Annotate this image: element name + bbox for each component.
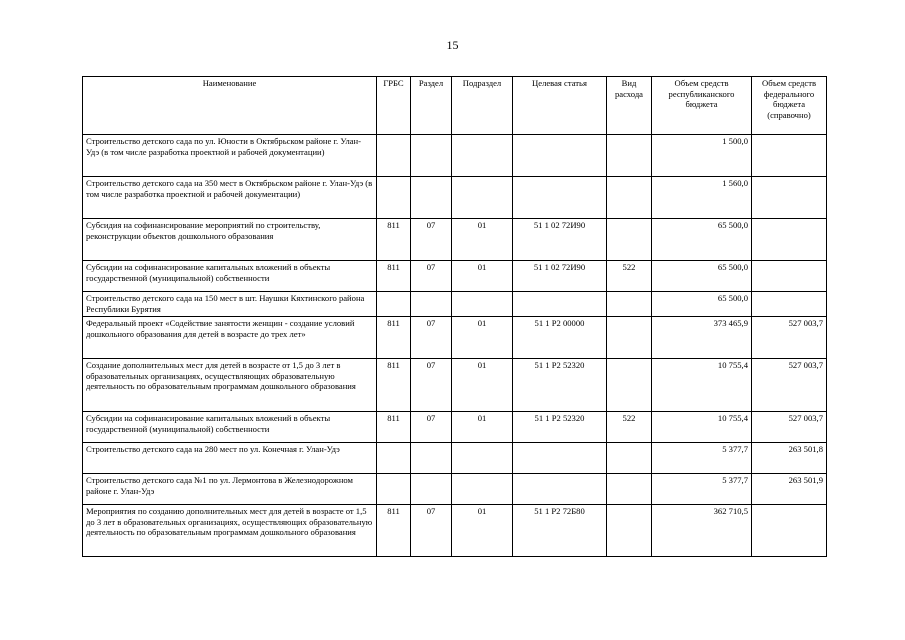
cell-vid-raskhoda (607, 317, 652, 359)
cell-grbs (377, 443, 411, 474)
table-row (83, 443, 827, 474)
header-grbs: ГРБС (377, 77, 411, 135)
cell-razdel: 07 (411, 219, 452, 261)
cell-vid-raskhoda (607, 359, 652, 412)
cell-vid-raskhoda: 522 (607, 412, 652, 443)
cell-vid-raskhoda (607, 505, 652, 557)
table-body (83, 135, 827, 557)
cell-federal-budget (752, 505, 827, 557)
cell-republican-budget: 1 500,0 (652, 135, 752, 177)
header-federal-budget: Объем средств федерального бюджета (справочно) (752, 77, 827, 135)
cell-vid-raskhoda (607, 474, 652, 505)
cell-podrazdel: 01 (452, 412, 513, 443)
cell-federal-budget (752, 177, 827, 219)
table-row (83, 505, 827, 557)
table-row (83, 359, 827, 412)
cell-vid-raskhoda (607, 135, 652, 177)
cell-republican-budget: 373 465,9 (652, 317, 752, 359)
cell-name: Строительство детского сада на 280 мест по ул. Конечная г. Улан-Удэ (83, 443, 377, 474)
table-row (83, 219, 827, 261)
cell-celevaya-statya: 51 1 P2 52320 (513, 359, 607, 412)
cell-podrazdel: 01 (452, 219, 513, 261)
cell-republican-budget: 10 755,4 (652, 359, 752, 412)
cell-republican-budget: 10 755,4 (652, 412, 752, 443)
cell-podrazdel (452, 443, 513, 474)
cell-grbs (377, 474, 411, 505)
cell-razdel: 07 (411, 359, 452, 412)
cell-grbs: 811 (377, 505, 411, 557)
cell-razdel (411, 443, 452, 474)
cell-podrazdel (452, 474, 513, 505)
cell-grbs: 811 (377, 412, 411, 443)
cell-republican-budget: 5 377,7 (652, 443, 752, 474)
cell-podrazdel (452, 177, 513, 219)
header-vid-raskhoda: Вид расхода (607, 77, 652, 135)
cell-razdel: 07 (411, 317, 452, 359)
cell-podrazdel: 01 (452, 261, 513, 292)
cell-republican-budget: 65 500,0 (652, 219, 752, 261)
cell-celevaya-statya (513, 177, 607, 219)
cell-celevaya-statya (513, 292, 607, 317)
cell-federal-budget: 527 003,7 (752, 317, 827, 359)
table-row (83, 177, 827, 219)
table-row (83, 317, 827, 359)
cell-name: Строительство детского сада по ул. Юности в Октябрьском районе г. Улан-Удэ (в том числе разработка проектной и рабочей документации) (83, 135, 377, 177)
cell-celevaya-statya (513, 443, 607, 474)
cell-grbs (377, 177, 411, 219)
cell-celevaya-statya: 51 1 02 72И90 (513, 219, 607, 261)
cell-federal-budget (752, 135, 827, 177)
table-row (83, 135, 827, 177)
cell-razdel (411, 135, 452, 177)
table-row (83, 412, 827, 443)
cell-celevaya-statya: 51 1 02 72И90 (513, 261, 607, 292)
cell-republican-budget: 5 377,7 (652, 474, 752, 505)
table-row (83, 292, 827, 317)
cell-federal-budget (752, 219, 827, 261)
cell-razdel: 07 (411, 412, 452, 443)
page-number: 15 (446, 38, 459, 52)
cell-name: Мероприятия по созданию дополнительных мест для детей в возрасте от 1,5 до 3 лет в образовательных организациях, осуществляющих образовательную деятельность по образовательным программам дошкольного образования (83, 505, 377, 557)
cell-razdel: 07 (411, 505, 452, 557)
cell-name: Субсидия на софинансирование мероприятий по строительству, реконструкции объектов дошкольного образования (83, 219, 377, 261)
cell-razdel: 07 (411, 261, 452, 292)
header-podrazdel: Подраздел (452, 77, 513, 135)
cell-celevaya-statya (513, 474, 607, 505)
cell-grbs (377, 135, 411, 177)
cell-podrazdel (452, 292, 513, 317)
header-name: Наименование (83, 77, 377, 135)
cell-federal-budget: 527 003,7 (752, 412, 827, 443)
cell-podrazdel: 01 (452, 505, 513, 557)
cell-vid-raskhoda (607, 292, 652, 317)
budget-table (82, 76, 827, 557)
cell-razdel (411, 177, 452, 219)
cell-celevaya-statya: 51 1 P2 72Б80 (513, 505, 607, 557)
cell-vid-raskhoda (607, 219, 652, 261)
cell-federal-budget (752, 261, 827, 292)
cell-celevaya-statya: 51 1 P2 52320 (513, 412, 607, 443)
cell-republican-budget: 362 710,5 (652, 505, 752, 557)
cell-federal-budget: 263 501,9 (752, 474, 827, 505)
cell-podrazdel: 01 (452, 317, 513, 359)
header-republican-budget: Объем средств республиканского бюджета (652, 77, 752, 135)
table-row (83, 261, 827, 292)
cell-grbs: 811 (377, 359, 411, 412)
cell-republican-budget: 65 500,0 (652, 261, 752, 292)
cell-federal-budget: 263 501,8 (752, 443, 827, 474)
cell-grbs (377, 292, 411, 317)
header-celevaya-statya: Целевая статья (513, 77, 607, 135)
cell-federal-budget: 527 003,7 (752, 359, 827, 412)
cell-vid-raskhoda: 522 (607, 261, 652, 292)
header-razdel: Раздел (411, 77, 452, 135)
cell-grbs: 811 (377, 261, 411, 292)
cell-vid-raskhoda (607, 177, 652, 219)
cell-vid-raskhoda (607, 443, 652, 474)
cell-razdel (411, 474, 452, 505)
table-header-row (83, 77, 827, 135)
cell-name: Создание дополнительных мест для детей в возрасте от 1,5 до 3 лет в образовательных организациях, осуществляющих образовательную деятельность по образовательным программам дошкольного образования (83, 359, 377, 412)
cell-federal-budget (752, 292, 827, 317)
cell-grbs: 811 (377, 219, 411, 261)
cell-name: Субсидии на софинансирование капитальных вложений в объекты государственной (муниципальной) собственности (83, 261, 377, 292)
cell-name: Федеральный проект «Содействие занятости женщин - создание условий дошкольного образования для детей в возрасте до трех лет» (83, 317, 377, 359)
cell-name: Строительство детского сада на 350 мест в Октябрьском районе г. Улан-Удэ (в том числе разработка проектной и рабочей документации) (83, 177, 377, 219)
cell-podrazdel (452, 135, 513, 177)
cell-name: Строительство детского сада №1 по ул. Лермонтова в Железнодорожном районе г. Улан-Удэ (83, 474, 377, 505)
cell-podrazdel: 01 (452, 359, 513, 412)
cell-celevaya-statya (513, 135, 607, 177)
cell-name: Субсидии на софинансирование капитальных вложений в объекты государственной (муниципальной) собственности (83, 412, 377, 443)
cell-razdel (411, 292, 452, 317)
cell-name: Строительство детского сада на 150 мест в шт. Наушки Кяхтинского района Республики Бурятия (83, 292, 377, 317)
cell-republican-budget: 65 500,0 (652, 292, 752, 317)
cell-republican-budget: 1 560,0 (652, 177, 752, 219)
cell-grbs: 811 (377, 317, 411, 359)
cell-celevaya-statya: 51 1 P2 00000 (513, 317, 607, 359)
table-row (83, 474, 827, 505)
